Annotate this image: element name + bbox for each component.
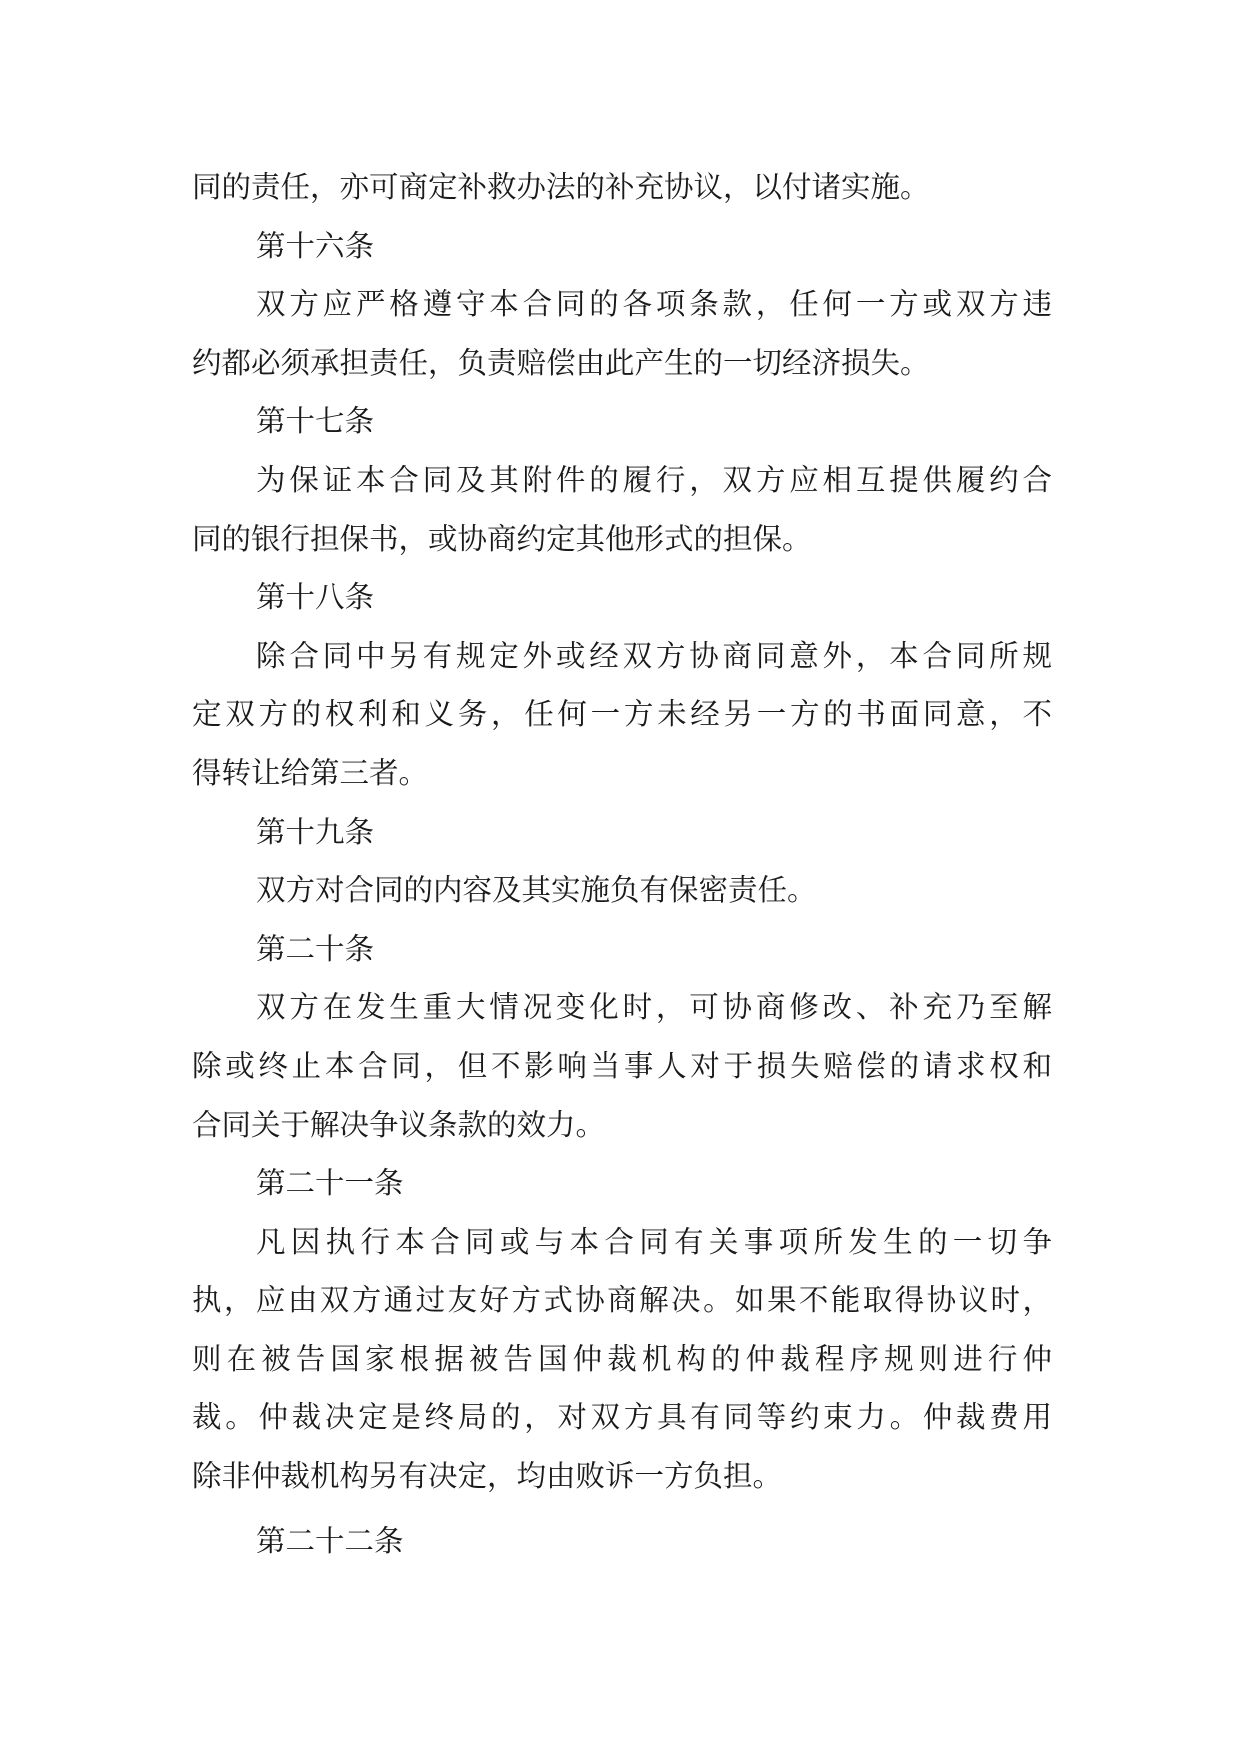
paragraph-line: 则在被告国家根据被告国仲裁机构的仲裁程序规则进行仲 — [192, 1341, 1052, 1376]
paragraph-line: 约都必须承担责任，负责赔偿由此产生的一切经济损失。 — [192, 345, 930, 380]
paragraph-line: 双方应严格遵守本合同的各项条款，任何一方或双方违 — [256, 287, 1052, 322]
paragraph-line: 凡因执行本合同或与本合同有关事项所发生的一切争 — [256, 1224, 1052, 1259]
paragraph-line: 除合同中另有规定外或经双方协商同意外，本合同所规 — [256, 638, 1052, 673]
article-heading-20: 第二十条 — [256, 931, 375, 966]
paragraph-line: 除非仲裁机构另有决定，均由败诉一方负担。 — [192, 1459, 783, 1494]
paragraph-line: 合同关于解决争议条款的效力。 — [192, 1107, 606, 1142]
paragraph-line: 执，应由双方通过友好方式协商解决。如果不能取得协议时， — [192, 1283, 1052, 1318]
paragraph-line: 同的银行担保书，或协商约定其他形式的担保。 — [192, 521, 812, 556]
paragraph-line: 裁。仲裁决定是终局的，对双方具有同等约束力。仲裁费用 — [192, 1400, 1052, 1435]
article-heading-17: 第十七条 — [256, 404, 375, 439]
paragraph-line: 定双方的权利和义务，任何一方未经另一方的书面同意，不 — [192, 697, 1052, 732]
paragraph-line: 同的责任，亦可商定补救办法的补充协议，以付诸实施。 — [192, 170, 930, 204]
article-heading-19: 第十九条 — [256, 814, 375, 849]
contract-text-body — [192, 158, 1052, 1570]
paragraph-line: 为保证本合同及其附件的履行，双方应相互提供履约合 — [256, 462, 1052, 497]
article-heading-21: 第二十一条 — [256, 1166, 404, 1201]
paragraph-line: 除或终止本合同，但不影响当事人对于损失赔偿的请求权和 — [192, 1048, 1052, 1083]
article-heading-22: 第二十二条 — [256, 1523, 404, 1558]
paragraph-line: 双方对合同的内容及其实施负有保密责任。 — [256, 873, 817, 908]
article-heading-18: 第十八条 — [256, 580, 375, 615]
paragraph-line: 得转让给第三者。 — [192, 755, 429, 790]
article-heading-16: 第十六条 — [256, 228, 375, 263]
paragraph-line: 双方在发生重大情况变化时，可协商修改、补充乃至解 — [256, 990, 1052, 1025]
